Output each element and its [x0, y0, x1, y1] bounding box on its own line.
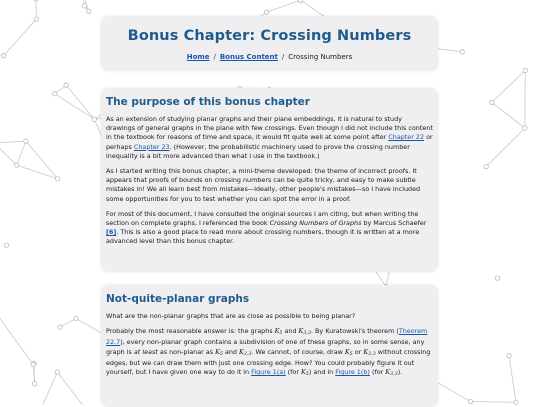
math-base: K	[215, 348, 220, 356]
background-edge	[55, 94, 95, 120]
section-not-quite-planar	[101, 285, 438, 407]
background-node	[55, 177, 59, 181]
chapter-22-link[interactable]: Chapter 22	[388, 133, 424, 141]
text: or perhaps	[106, 133, 433, 150]
background-node	[490, 100, 494, 104]
text: without crossing edges, but we can draw them with just one crossing edge. How? You could probably figure it out yourself, but I have given one way to do it in	[106, 348, 430, 376]
theorem-22-7-link[interactable]: Theorem 22.7	[106, 327, 427, 346]
emphasis: at least	[134, 348, 158, 356]
breadcrumb-bonus-content-link[interactable]: Bonus Content	[220, 53, 278, 61]
math-base: K	[385, 368, 390, 376]
background-edge	[0, 143, 17, 165]
background-edge	[486, 128, 525, 167]
background-node	[507, 353, 511, 357]
math-sub: 3,3	[303, 331, 311, 336]
math-k33	[363, 348, 375, 356]
background-node	[523, 126, 527, 130]
background-node	[495, 276, 499, 280]
background-edge	[40, 372, 57, 405]
paragraph-question: What are the non-planar graphs that are as close as possible to being planar?	[106, 312, 433, 321]
math-k5	[301, 368, 309, 376]
text: or	[353, 348, 364, 356]
background-node	[52, 91, 56, 95]
background-node	[64, 83, 68, 87]
background-node	[34, 17, 38, 21]
background-node	[55, 370, 59, 374]
text: and	[282, 327, 298, 335]
background-node	[264, 10, 268, 14]
math-k33	[385, 368, 397, 376]
background-edge	[60, 318, 76, 327]
math-sub: 3,3	[244, 352, 252, 357]
section-title-not-quite-planar: Not-quite-planar graphs	[106, 293, 433, 305]
text: ) and in	[309, 368, 335, 376]
breadcrumb-separator: /	[213, 53, 215, 61]
background-edge	[0, 311, 33, 364]
math-base: K	[345, 348, 350, 356]
background-edge	[57, 372, 85, 405]
text: and	[223, 348, 239, 356]
background-edge	[0, 141, 26, 143]
text: Probably the most reasonable answer is: the graphs	[106, 327, 275, 335]
background-edge	[66, 85, 94, 119]
chapter-23-link[interactable]: Chapter 23	[134, 143, 170, 151]
math-sub: 3,3	[390, 372, 398, 377]
figure-1b-link[interactable]: Figure 1(b)	[335, 368, 370, 376]
background-edge	[509, 356, 516, 403]
background-edge	[17, 141, 26, 165]
math-sub: 3,3	[368, 352, 376, 357]
math-sub: 5	[279, 331, 282, 336]
background-node	[34, 0, 38, 1]
background-edge	[36, 0, 37, 19]
header-card	[101, 16, 438, 71]
paragraph-intro	[106, 115, 433, 161]
background-node	[514, 400, 518, 404]
background-node	[4, 243, 8, 247]
math-k33	[299, 327, 311, 335]
paragraph-kuratowski	[106, 327, 433, 379]
text: ).	[398, 368, 403, 376]
paragraph-mini-theme: As I started writing this bonus chapter, a mini-theme developed: the theme of incorrect proofs. It appears that proofs of bounds on crossing numbers can be quite tricky, and easy to make subtle mistakes in! We all learn best from mistakes—ideally, other people's mistakes—so I have included some opportunities for you to test whether you can spot the error in a proof.	[106, 167, 433, 204]
math-base: K	[299, 327, 304, 335]
text: As an extension of studying planar graphs and their plane embeddings, it is natural to study drawings of general graphs in the plane with few crossings. Even though I did not include this content in the textbook for reasons of time and space, it would fit quite well at some point after	[106, 115, 433, 141]
breadcrumb	[101, 53, 438, 61]
paragraph-sources	[106, 210, 433, 247]
section-purpose	[101, 88, 438, 272]
section-title-purpose: The purpose of this bonus chapter	[106, 96, 433, 108]
text: For most of this document, I have consulted the original sources I am citing, but when writing the section on complete graphs, I referenced the book	[106, 210, 418, 227]
background-node	[82, 4, 86, 8]
background-node	[32, 381, 36, 385]
background-edge	[4, 19, 37, 56]
background-node	[86, 9, 90, 13]
text: as non-planar as	[158, 348, 215, 356]
text: . This is also a good place to read more about crossing numbers, though it is written at a more advanced level than this bonus chapter.	[106, 228, 419, 245]
book-title: Crossing Numbers of Graphs	[270, 219, 362, 227]
math-sub: 5	[306, 372, 309, 377]
math-base: K	[301, 368, 306, 376]
background-node	[298, 0, 302, 2]
math-k33	[239, 348, 251, 356]
math-base: K	[239, 348, 244, 356]
background-node	[24, 139, 28, 143]
background-node	[58, 325, 62, 329]
background-node	[523, 68, 527, 72]
text: (for	[370, 368, 385, 376]
page-title: Bonus Chapter: Crossing Numbers	[101, 16, 438, 44]
breadcrumb-separator: /	[282, 53, 284, 61]
background-edge	[471, 402, 516, 403]
citation-6-link[interactable]: [6]	[106, 228, 116, 236]
math-base: K	[275, 327, 280, 335]
math-k5	[215, 348, 223, 356]
background-edge	[492, 102, 525, 128]
breadcrumb-current: Crossing Numbers	[288, 53, 352, 61]
background-node	[484, 164, 488, 168]
background-edge	[492, 70, 525, 102]
math-sub: 5	[350, 352, 353, 357]
background-node	[1, 53, 5, 57]
background-node	[92, 117, 96, 121]
text: by Marcus Schaefer	[361, 219, 426, 227]
breadcrumb-home-link[interactable]: Home	[187, 53, 210, 61]
math-sub: 5	[220, 352, 223, 357]
background-edge	[267, 0, 301, 12]
background-node	[14, 163, 18, 167]
background-node	[460, 50, 464, 54]
background-node	[74, 316, 78, 320]
figure-1a-link[interactable]: Figure 1(a)	[251, 368, 286, 376]
text: . By Kuratowski's theorem (	[311, 327, 399, 335]
math-base: K	[363, 348, 368, 356]
text: ), every non-planar graph contains a subdivision of one of these graphs, so in some sense, any graph is	[106, 338, 424, 355]
math-k5	[345, 348, 353, 356]
background-node	[468, 399, 472, 403]
background-node	[31, 362, 35, 366]
text: . (However, the probabilistic machinery used to prove the crossing number inequality is a bit more advanced than what I use in the textbook.)	[106, 143, 410, 160]
text: . We cannot, of course, draw	[251, 348, 344, 356]
text: (for	[286, 368, 301, 376]
